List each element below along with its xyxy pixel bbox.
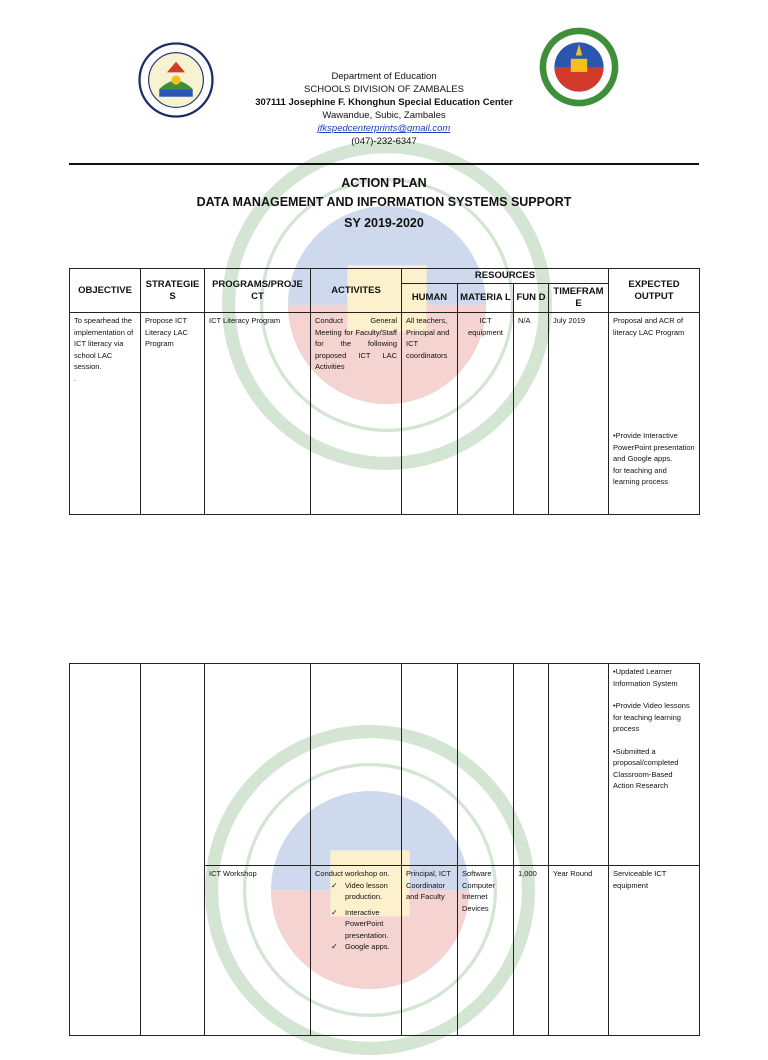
cell-output: Serviceable ICT equipment bbox=[609, 866, 700, 1036]
header-divider bbox=[69, 163, 699, 165]
document-subtitle: DATA MANAGEMENT AND INFORMATION SYSTEMS SUPPORT bbox=[196, 195, 572, 209]
activity-checklist bbox=[315, 880, 397, 953]
header-strategies: STRATEGIE S bbox=[141, 269, 205, 313]
document-title: ACTION PLAN bbox=[341, 176, 427, 190]
action-plan-table bbox=[69, 268, 700, 515]
school-address: Wawandue, Subic, Zambales bbox=[322, 110, 446, 121]
cell-program: ICT Literacy Program bbox=[205, 313, 311, 515]
cell-timeframe: July 2019 bbox=[549, 313, 609, 515]
header-activities: ACTIVITES bbox=[311, 269, 402, 313]
cell-timeframe: Year Round bbox=[549, 866, 609, 1036]
cell-human bbox=[402, 664, 458, 866]
cell-human: Principal, ICT Coordinator and Faculty bbox=[402, 866, 458, 1036]
school-phone: (047)-232-6347 bbox=[351, 136, 417, 147]
table-row bbox=[70, 664, 700, 866]
cell-program bbox=[205, 664, 311, 866]
header-expected-output: EXPECTED OUTPUT bbox=[609, 269, 700, 313]
cell-output: •Updated Learner Information System •Provide Video lessons for teaching learning process •Submitted a proposal/completed Classroom-Based Action Research bbox=[609, 664, 700, 866]
school-year: SY 2019-2020 bbox=[344, 216, 424, 230]
header-fund: FUN D bbox=[514, 284, 549, 313]
header-programs: PROGRAMS/PROJE CT bbox=[205, 269, 311, 313]
division-name: SCHOOLS DIVISION OF ZAMBALES bbox=[304, 84, 464, 95]
header-human: HUMAN bbox=[402, 284, 458, 313]
cell-objective: To spearhead the implementation of ICT literacy via school LAC session. . bbox=[70, 313, 141, 515]
cell-activity: Conduct workshop on. ✓ Video lesson production. ✓ Interactive PowerPoint presentation. ✓ Google apps. bbox=[311, 866, 402, 1036]
cell-material bbox=[458, 664, 514, 866]
checklist-item: ✓ Interactive PowerPoint presentation. bbox=[345, 907, 397, 942]
department-name: Department of Education bbox=[331, 71, 437, 82]
cell-activity: Conduct General Meeting for Faculty/Staff for the following proposed ICT LAC Activities bbox=[311, 313, 402, 515]
cell-timeframe bbox=[549, 664, 609, 866]
cell-output: Proposal and ACR of literacy LAC Program •Provide Interactive PowerPoint presentation and Google apps. for teaching and learning process bbox=[609, 313, 700, 515]
checklist-item: ✓ Video lesson production. bbox=[345, 880, 397, 903]
checklist-item: ✓ Google apps. bbox=[345, 941, 397, 953]
header-resources: RESOURCES bbox=[402, 269, 609, 284]
header-timeframe: TIMEFRAM E bbox=[549, 284, 609, 313]
cell-human: All teachers, Principal and ICT coordinators bbox=[402, 313, 458, 515]
cell-strategy: Propose ICT Literacy LAC Program bbox=[141, 313, 205, 515]
action-plan-table-continued bbox=[69, 663, 700, 1036]
header-objective: OBJECTIVE bbox=[70, 269, 141, 313]
cell-fund bbox=[514, 664, 549, 866]
cell-material: ICT equipment bbox=[458, 313, 514, 515]
header-material: MATERIA L bbox=[458, 284, 514, 313]
cell-fund: N/A bbox=[514, 313, 549, 515]
cell-activity bbox=[311, 664, 402, 866]
cell-material: Software Computer Internet Devices bbox=[458, 866, 514, 1036]
school-name: 307111 Josephine F. Khonghun Special Education Center bbox=[255, 97, 513, 108]
school-email-link[interactable]: jfkspedcenterprints@gmail.com bbox=[317, 123, 451, 134]
cell-strategy bbox=[141, 664, 205, 1036]
table-row bbox=[70, 313, 700, 515]
cell-program: ICT Workshop bbox=[205, 866, 311, 1036]
cell-fund: 1,000 bbox=[514, 866, 549, 1036]
cell-objective bbox=[70, 664, 141, 1036]
